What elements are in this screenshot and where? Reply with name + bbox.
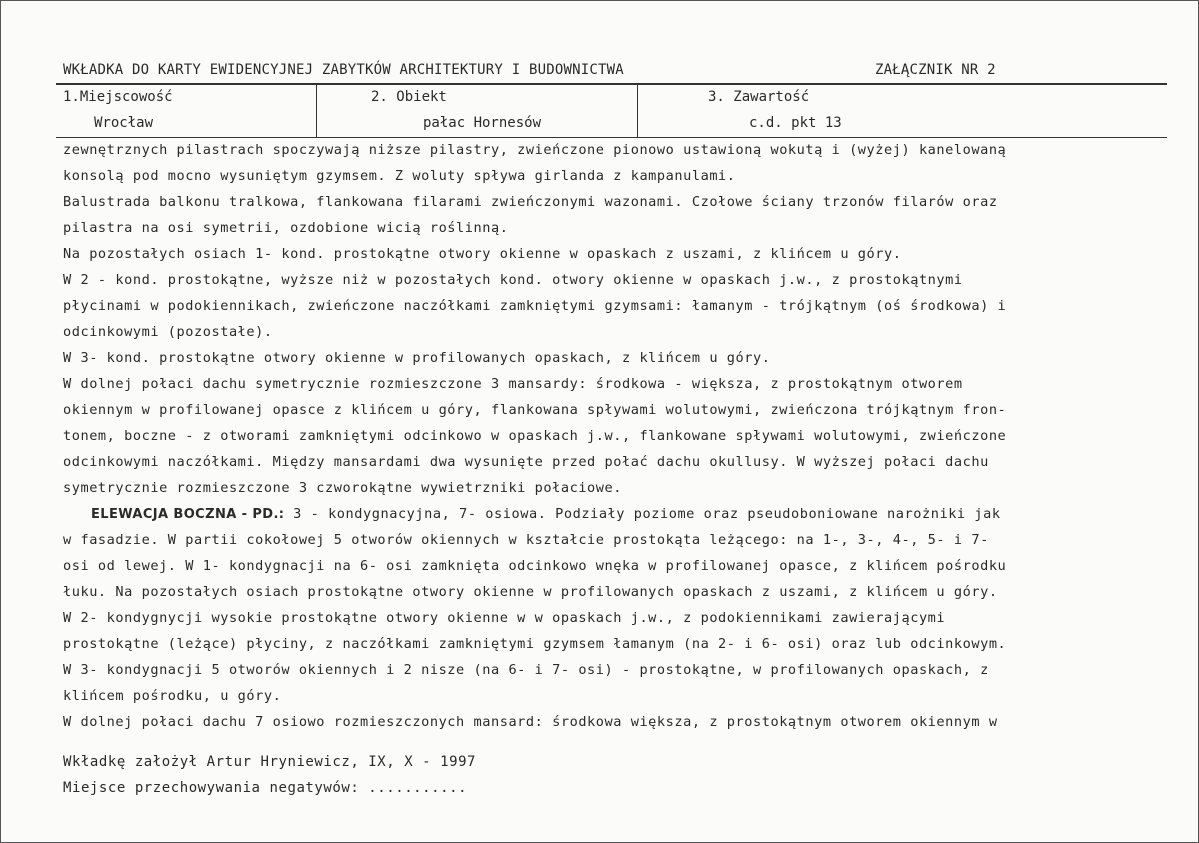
card-footer — [63, 749, 476, 801]
text-line: W dolnej połaci dachu 7 osiowo rozmieszczonych mansard: środkowa większa, z prostokątnym otworem okiennym w — [63, 714, 998, 730]
field-divider-2 — [637, 84, 638, 137]
content-value: c.d. pkt 13 — [749, 115, 842, 131]
section-heading-line — [63, 501, 1169, 527]
place-value: Wrocław — [94, 115, 154, 131]
object-value: pałac Hornesów — [423, 115, 542, 131]
text-line: okiennym w profilowanej opasce z klińcem u góry, flankowana spływami wolutowymi, zwieńczona trójkątnym fron- — [63, 402, 1007, 418]
text-line: tonem, boczne - z otworami zamkniętymi odcinkowo w opaskach j.w., flankowane spływami wolutowymi, zwieńczone — [63, 428, 1007, 444]
text-line: odcinkowymi (pozostałe). — [63, 324, 273, 340]
text-line: prostokątne (leżące) płyciny, z naczółkami zamkniętymi gzymsem łamanym (na 2- i 6- osi) oraz lub odcinkowym. — [63, 636, 1007, 652]
text-line: w fasadzie. W partii cokołowej 5 otworów okiennych w kształcie prostokąta leżącego: na 1-, 3-, 4-, 5- i 7- — [63, 532, 989, 548]
object-label: 2. Obiekt — [371, 89, 447, 105]
section-heading: ELEWACJA BOCZNA - PD.: — [91, 507, 285, 522]
text-line: konsolą pod mocno wysuniętym gzymsem. Z woluty spływa girlanda z kampanulami. — [63, 168, 736, 184]
place-label: 1.Miejscowość — [63, 89, 173, 105]
text-line: W 2 - kond. prostokątne, wyższe niż w pozostałych kond. otwory okienne w opaskach j.w., z prostokątnymi — [63, 272, 963, 288]
text-line: płycinami w podokiennikach, zwieńczone naczółkami zamkniętymi gzymsami: łamanym - trójkątnym (oś środkowa) i — [63, 298, 1007, 314]
text-line: pilastra na osi symetrii, ozdobione wicią roślinną. — [63, 220, 509, 236]
text-line: W 3- kondygnacji 5 otworów okiennych i 2 nisze (na 6- i 7- osi) - prostokątne, w profilowanych opaskach, z — [63, 662, 989, 678]
card-header — [63, 62, 1167, 78]
negatives-line: Miejsce przechowywania negatywów: ........... — [63, 780, 468, 796]
field-divider-1 — [316, 84, 317, 137]
section-first-line: 3 - kondygnacyjna, 7- osiowa. Podziały poziome oraz pseudoboniowane narożniki jak — [284, 506, 1001, 522]
content-label: 3. Zawartość — [708, 89, 810, 105]
text-line: W 2- kondygnycji wysokie prostokątne otwory okienne w w opaskach j.w., z podokiennikami zawierającymi — [63, 610, 946, 626]
attachment-number: ZAŁĄCZNIK NR 2 — [875, 62, 996, 78]
header-rule-top — [56, 83, 1167, 85]
text-line: klińcem pośrodku, u góry. — [63, 688, 282, 704]
text-line: Na pozostałych osiach 1- kond. prostokątne otwory okienne w opaskach z uszami, z klińcem u góry. — [63, 246, 902, 262]
text-line: odcinkowymi naczółkami. Między mansardami dwa wysunięte przed połać dachu okullusy. W wyższej połaci dachu — [63, 454, 989, 470]
text-line: osi od lewej. W 1- kondygnacji na 6- osi zamknięta odcinkowo wnęka w profilowanej opasce, z klińcem pośrodku — [63, 558, 1007, 574]
text-line: Balustrada balkonu tralkowa, flankowana filarami zwieńczonymi wazonami. Czołowe ściany trzonów filarów oraz — [63, 194, 998, 210]
author-line: Wkładkę założył Artur Hryniewicz, IX, X - 1997 — [63, 754, 477, 770]
text-line: łuku. Na pozostałych osiach prostokątne otwory okienne w profilowanych opaskach z uszami, z klińcem u góry. — [63, 584, 998, 600]
card-title: WKŁADKA DO KARTY EWIDENCYJNEJ ZABYTKÓW ARCHITEKTURY I BUDOWNICTWA — [63, 62, 624, 78]
text-line: W 3- kond. prostokątne otwory okienne w profilowanych opaskach, z klińcem u góry. — [63, 350, 771, 366]
text-line: zewnętrznych pilastrach spoczywają niższe pilastry, zwieńczone pionowo ustawioną wokutą i (wyżej) kanelowaną — [63, 142, 1007, 158]
text-line: W dolnej połaci dachu symetrycznie rozmieszczone 3 mansardy: środkowa - większa, z prostokątnym otworem — [63, 376, 963, 392]
text-line: symetrycznie rozmieszczone 3 czworokątne wywietrzniki połaciowe. — [63, 480, 622, 496]
description-text — [63, 137, 1169, 735]
